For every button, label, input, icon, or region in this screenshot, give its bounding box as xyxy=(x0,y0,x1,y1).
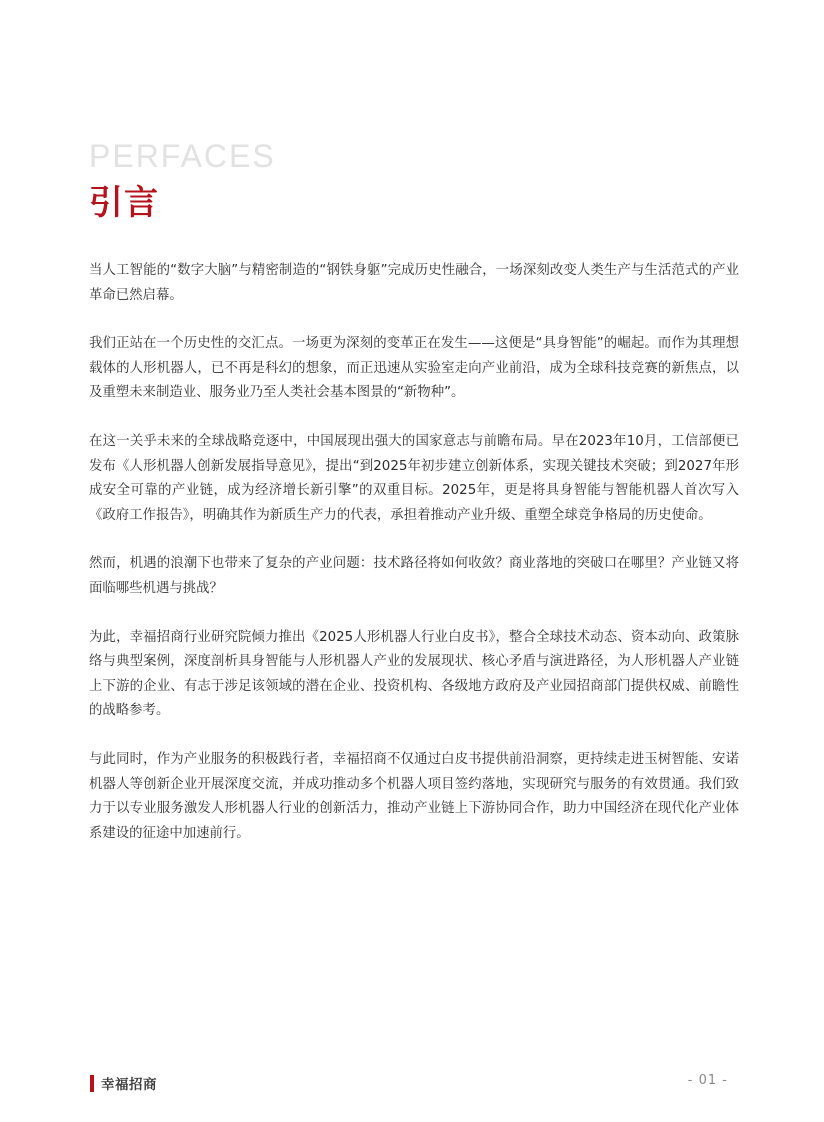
body-text xyxy=(89,259,739,870)
paragraph-3: 在这一关乎未来的全球战略竞逐中，中国展现出强大的国家意志与前瞻布局。早在2023年10月，工信部便已发布《人形机器人创新发展指导意见》，提出“到2025年初步建立创新体系，实现关键技术突破；到2027年形成安全可靠的产业链，成为经济增长新引擎”的双重目标。2025年，更是将具身智能与智能机器人首次写入《政府工作报告》，明确其作为新质生产力的代表，承担着推动产业升级、重塑全球竞争格局的历史使命。 xyxy=(89,433,739,523)
paragraph-1: 当人工智能的“数字大脑”与精密制造的“钢铁身躯”完成历史性融合，一场深刻改变人类生产与生活范式的产业革命已然启幕。 xyxy=(89,263,739,303)
paragraph-6: 与此同时，作为产业服务的积极践行者，幸福招商不仅通过白皮书提供前沿洞察，更持续走进玉树智能、安诺机器人等创新企业开展深度交流，并成功推动多个机器人项目签约落地，实现研究与服务的有效贯通。我们致力于以专业服务激发人形机器人行业的创新活力，推动产业链上下游协同合作，助力中国经济在现代化产业体系建设的征途中加速前行。 xyxy=(89,751,739,841)
page-title: 引言 xyxy=(89,183,159,223)
footer-brand-name: 幸福招商 xyxy=(101,1077,157,1093)
paragraph-5: 为此，幸福招商行业研究院倾力推出《2025人形机器人行业白皮书》，整合全球技术动态、资本动向、政策脉络与典型案例，深度剖析具身智能与人形机器人产业的发展现状、核心矛盾与演进路径，为人形机器人产业链上下游的企业、有志于涉足该领域的潜在企业、投资机构、各级地方政府及产业园招商部门提供权威、前瞻性的战略参考。 xyxy=(89,629,739,719)
paragraph-2: 我们正站在一个历史性的交汇点。一场更为深刻的变革正在发生——这便是“具身智能”的崛起。而作为其理想载体的人形机器人，已不再是科幻的想象，而正迅速从实验室走向产业前沿，成为全球科技竞赛的新焦点，以及重塑未来制造业、服务业乃至人类社会基本图景的“新物种”。 xyxy=(89,336,739,401)
footer-accent-bar xyxy=(90,1075,94,1092)
section-eyebrow: PERFACES xyxy=(89,138,276,174)
paragraph-4: 然而，机遇的浪潮下也带来了复杂的产业问题：技术路径将如何收敛？商业落地的突破口在哪里？产业链又将面临哪些机遇与挑战？ xyxy=(89,556,739,596)
footer-brand xyxy=(90,1073,157,1093)
page-number: - 01 - xyxy=(687,1073,728,1088)
